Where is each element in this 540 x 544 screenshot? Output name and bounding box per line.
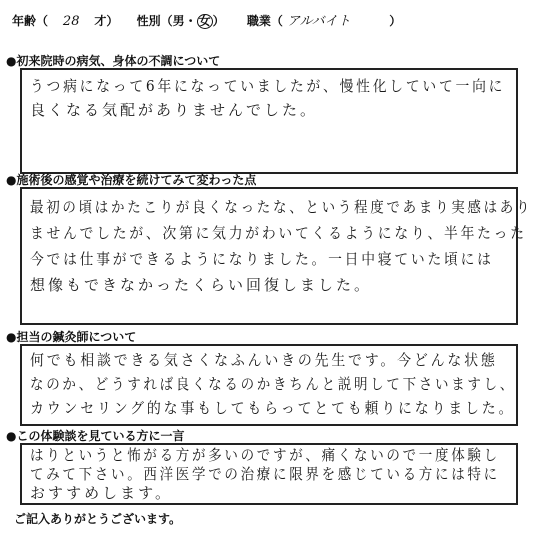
answer-line: はりというと怖がる方が多いのですが、痛くないので一度体験し bbox=[30, 446, 500, 464]
answer-line: 最初の頃はかたこりが良くなったな、という程度であまり実感はあり bbox=[30, 198, 533, 216]
job-label: 職業（ bbox=[246, 14, 283, 28]
answer-box-changes bbox=[20, 187, 533, 325]
age-unit: 才） bbox=[94, 14, 119, 28]
answer-line: おすすめします。 bbox=[30, 484, 173, 502]
answer-box-practitioner bbox=[20, 344, 518, 426]
answer-line: うつ病になって6年になっていましたが、慢性化していて一向に bbox=[30, 77, 506, 95]
answer-line: 何でも相談できる気さくなふんいきの先生です。今どんな状態 bbox=[30, 351, 498, 369]
gender-label: 性別（男・ bbox=[136, 14, 197, 28]
answer-line: ませんでしたが、次第に気力がわいてくるようになり、半年たった bbox=[30, 224, 527, 242]
section-title-initial-condition: ●初来院時の病気、身体の不調について bbox=[6, 54, 221, 68]
answer-line: 良くなる気配がありませんでした。 bbox=[30, 101, 319, 119]
answer-box-message bbox=[20, 443, 518, 505]
answer-line: なのか、どうすれば良くなるのかきちんと説明して下さいますし、 bbox=[30, 375, 517, 393]
thank-you-note: ご記入ありがとうございます。 bbox=[14, 512, 182, 526]
job-close: ） bbox=[389, 14, 402, 28]
gender-selected: 女 bbox=[198, 14, 211, 28]
answer-line: てみて下さい。西洋医学での治療に限界を感じている方には特に bbox=[30, 465, 500, 483]
age-label: 年齢（ bbox=[12, 14, 49, 28]
gender-close: ） bbox=[212, 14, 225, 28]
section-title-changes: ●施術後の感覚や治療を続けてみて変わった点 bbox=[6, 173, 257, 187]
answer-line: 今では仕事ができるようになりました。一日中寝ていた頃には bbox=[30, 250, 494, 268]
section-title-practitioner: ●担当の鍼灸師について bbox=[6, 330, 137, 344]
answer-line: カウンセリング的な事もしてもらってとても頼りになりました。 bbox=[30, 399, 516, 417]
profile-header bbox=[12, 10, 401, 29]
answer-line: 想像もできなかったくらい回復しました。 bbox=[30, 276, 373, 294]
job-value: アルバイト bbox=[287, 14, 351, 29]
section-title-message: ●この体験談を見ている方に一言 bbox=[6, 429, 185, 443]
answer-box-initial-condition bbox=[20, 68, 518, 174]
age-value: 28 bbox=[62, 14, 80, 29]
